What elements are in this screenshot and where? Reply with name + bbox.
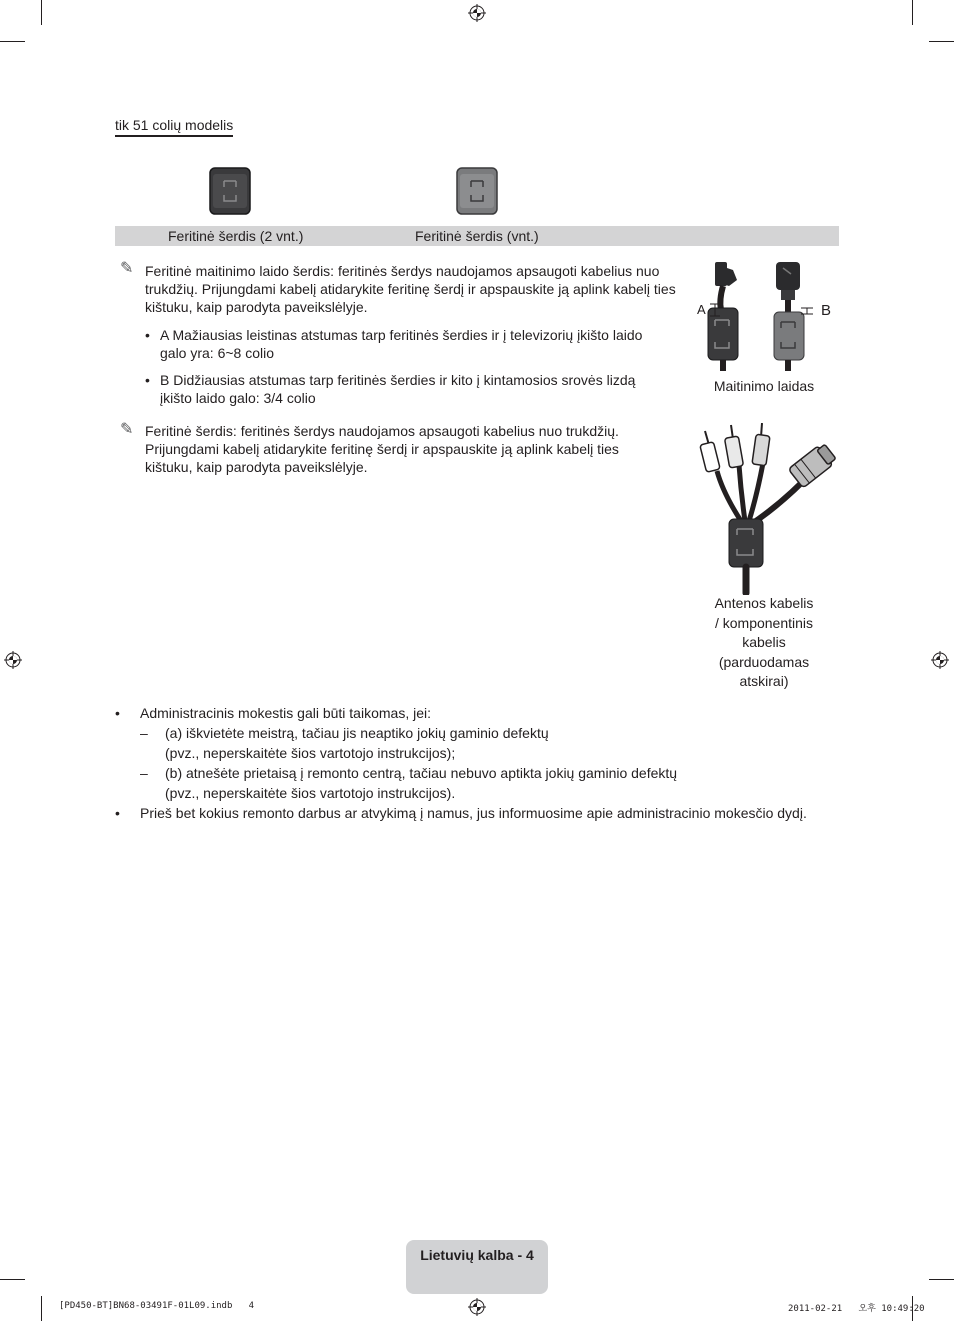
crop-mark-top-left-h	[0, 41, 25, 42]
caption-line: / komponentinis	[714, 614, 814, 631]
crop-mark-top-right-v	[912, 0, 913, 25]
dash-icon: –	[140, 765, 148, 781]
bullet-item	[115, 803, 845, 823]
power-cord-ferrite-illustration	[693, 256, 838, 371]
note-list-item	[145, 371, 670, 407]
registration-mark-icon	[468, 4, 486, 22]
ferrite-core-dark-icon	[208, 166, 252, 216]
item-text: Didžiausias atstumas tarp feritinės šerdies ir kito į kintamosios srovės lizdą įkišto laido galo: 3/4 colio	[160, 372, 636, 406]
registration-mark-icon	[468, 1298, 486, 1316]
sub-item	[115, 763, 845, 803]
sub-item-line: (pvz., neperskaitėte šios vartotojo instrukcijos);	[165, 745, 456, 761]
bullet-item	[115, 703, 845, 723]
item-marker: A	[160, 327, 169, 343]
caption-line: Antenos kabelis	[714, 595, 814, 611]
sub-item-line: (a) iškvietėte meistrą, tačiau jis neaptiko jokių gaminio defektų	[165, 725, 549, 741]
dimension-label-a: A	[697, 302, 706, 317]
figure-caption	[693, 594, 835, 692]
caption-line: kabelis	[742, 634, 786, 650]
note-text: Feritinė šerdis: feritinės šerdys naudojamos apsaugoti kabelius nuo trukdžių. Prijungdami kabelį atidarykite feritinę šerdį ir apspauskite ją aplink kabelį ties kištuku, kaip parodyta paveikslėlyje.	[145, 423, 619, 475]
accessory-label: Feritinė šerdis (vnt.)	[415, 228, 539, 244]
print-timestamp: 2011-02-21 오후 10:49:20	[788, 1304, 925, 1314]
caption-line: (parduodamas	[718, 653, 810, 670]
item-text: Mažiausias leistinas atstumas tarp feritinės šerdies ir į televizorių įkišto laido galo yra: 6~8 colio	[160, 327, 643, 361]
bullet-icon: •	[115, 805, 120, 821]
page-number-label: Lietuvių kalba - 4	[420, 1247, 534, 1263]
registration-mark-icon	[4, 651, 22, 669]
note-pencil-icon: ✎	[120, 260, 134, 277]
note-list-item	[145, 326, 670, 362]
section-title: tik 51 colių modelis	[115, 117, 233, 137]
crop-mark-bottom-right-h	[929, 1279, 954, 1280]
accessory-label: Feritinė šerdis (2 vnt.)	[168, 228, 304, 244]
crop-mark-bottom-left-h	[0, 1279, 25, 1280]
dash-icon: –	[140, 725, 148, 741]
registration-mark-icon	[931, 651, 949, 669]
bullet-list	[115, 703, 845, 823]
caption-line: atskirai)	[739, 673, 789, 689]
sub-item-line: (b) atnešėte prietaisą į remonto centrą, tačiau nebuvo aptikta jokių gaminio defektų	[165, 765, 678, 781]
bullet-icon: •	[145, 327, 150, 343]
crop-mark-top-right-h	[929, 41, 954, 42]
antenna-component-cable-illustration	[695, 423, 840, 595]
bullet-icon: •	[115, 705, 120, 721]
dimension-label-b: B	[821, 302, 832, 319]
bullet-text: Prieš bet kokius remonto darbus ar atvykimą į namus, jus informuosime apie administracinio mokesčio dydį.	[140, 805, 807, 821]
crop-mark-bottom-left-v	[41, 1296, 42, 1321]
item-marker: B	[160, 372, 170, 388]
note-text: Feritinė maitinimo laido šerdis: feritinės šerdys naudojamos apsaugoti kabelius nuo trukdžių. Prijungdami kabelį atidarykite feritinę šerdį ir apspauskite ją aplink kabelį ties kištuku, kaip parodyta paveikslėlyje.	[145, 263, 676, 315]
sub-item	[115, 723, 845, 763]
bullet-text: Administracinis mokestis gali būti taikomas, jei:	[140, 705, 431, 721]
note-pencil-icon: ✎	[120, 421, 134, 438]
crop-mark-top-left-v	[41, 0, 42, 25]
bullet-icon: •	[145, 372, 150, 388]
sub-item-line: (pvz., neperskaitėte šios vartotojo instrukcijos).	[165, 785, 456, 801]
figure-caption: Maitinimo laidas	[713, 378, 815, 394]
print-file-info: [PD450-BT]BN68-03491F-01L09.indb 4	[59, 1301, 255, 1311]
ferrite-core-grey-icon	[455, 166, 499, 216]
